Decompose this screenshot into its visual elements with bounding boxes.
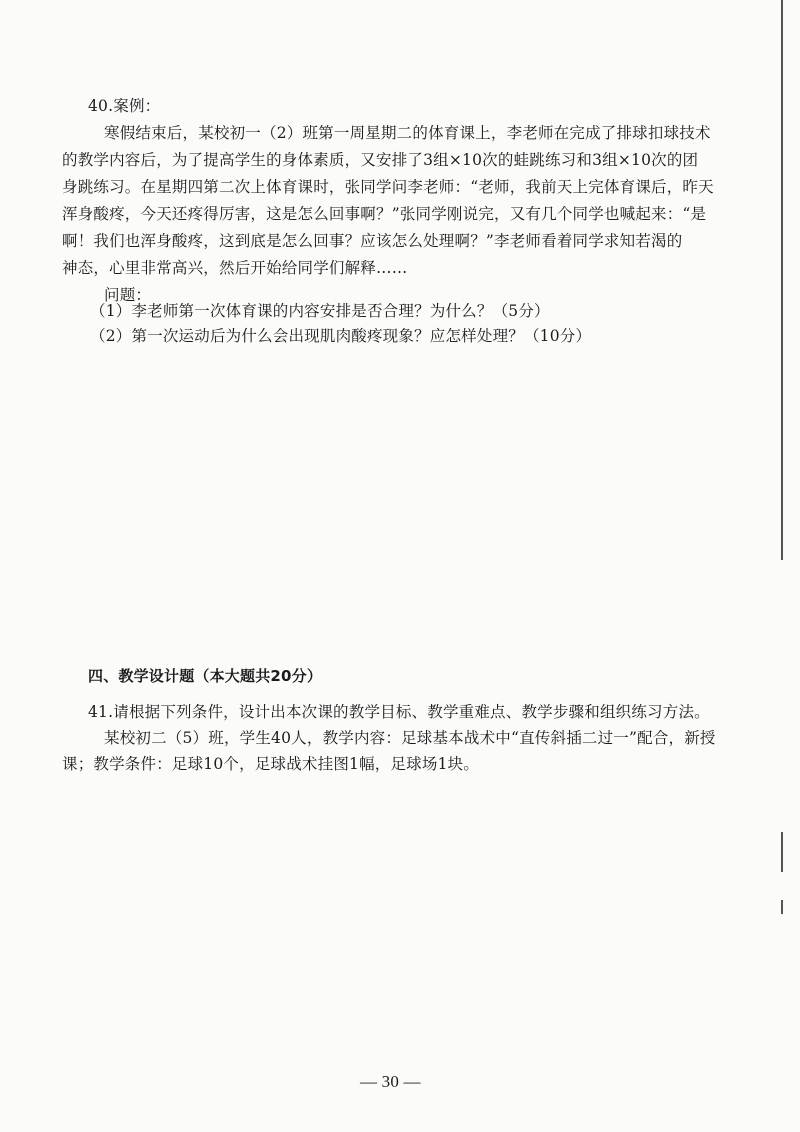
question-40-title: 40.案例： xyxy=(88,97,161,115)
scan-edge-line xyxy=(781,900,783,914)
questions-label: 问题： xyxy=(104,286,152,304)
question-41-conditions-line: 某校初二（5）班，学生40人，教学内容：足球基本战术中“直传斜插二过一”配合，新授 xyxy=(104,729,716,747)
case-paragraph-line: 身跳练习。在星期四第二次上体育课时，张同学问李老师：“老师，我前天上完体育课后，昨天 xyxy=(62,178,714,196)
case-paragraph-line: 浑身酸疼，今天还疼得厉害，这是怎么回事啊？”张同学刚说完，又有几个同学也喊起来：“是 xyxy=(62,205,707,223)
case-paragraph-line: 寒假结束后，某校初一（2）班第一周星期二的体育课上，李老师在完成了排球扣球技术 xyxy=(104,124,711,142)
scan-edge-line xyxy=(781,0,783,560)
question-41-conditions-line: 课；教学条件：足球10个，足球战术挂图1幅，足球场1块。 xyxy=(62,755,480,773)
case-paragraph-line: 的教学内容后，为了提高学生的身体素质，又安排了3组×10次的蛙跳练习和3组×10次的团 xyxy=(62,151,699,169)
scan-edge-line xyxy=(781,832,783,872)
case-paragraph-line: 啊！我们也浑身酸疼，这到底是怎么回事？应该怎么处理啊？”李老师看着同学求知若渴的 xyxy=(62,232,683,250)
question-item-2: （2）第一次运动后为什么会出现肌肉酸疼现象？应怎样处理？（10分） xyxy=(90,327,592,345)
case-paragraph-line: 神态，心里非常高兴，然后开始给同学们解释…… xyxy=(62,259,408,277)
question-item-1: （1）李老师第一次体育课的内容安排是否合理？为什么？（5分） xyxy=(90,302,550,320)
question-41-prompt: 41.请根据下列条件，设计出本次课的教学目标、教学重难点、教学步骤和组织练习方法。 xyxy=(88,703,710,721)
section-heading: 四、教学设计题（本大题共20分） xyxy=(88,667,323,685)
page-number: — 30 — xyxy=(360,1072,421,1091)
